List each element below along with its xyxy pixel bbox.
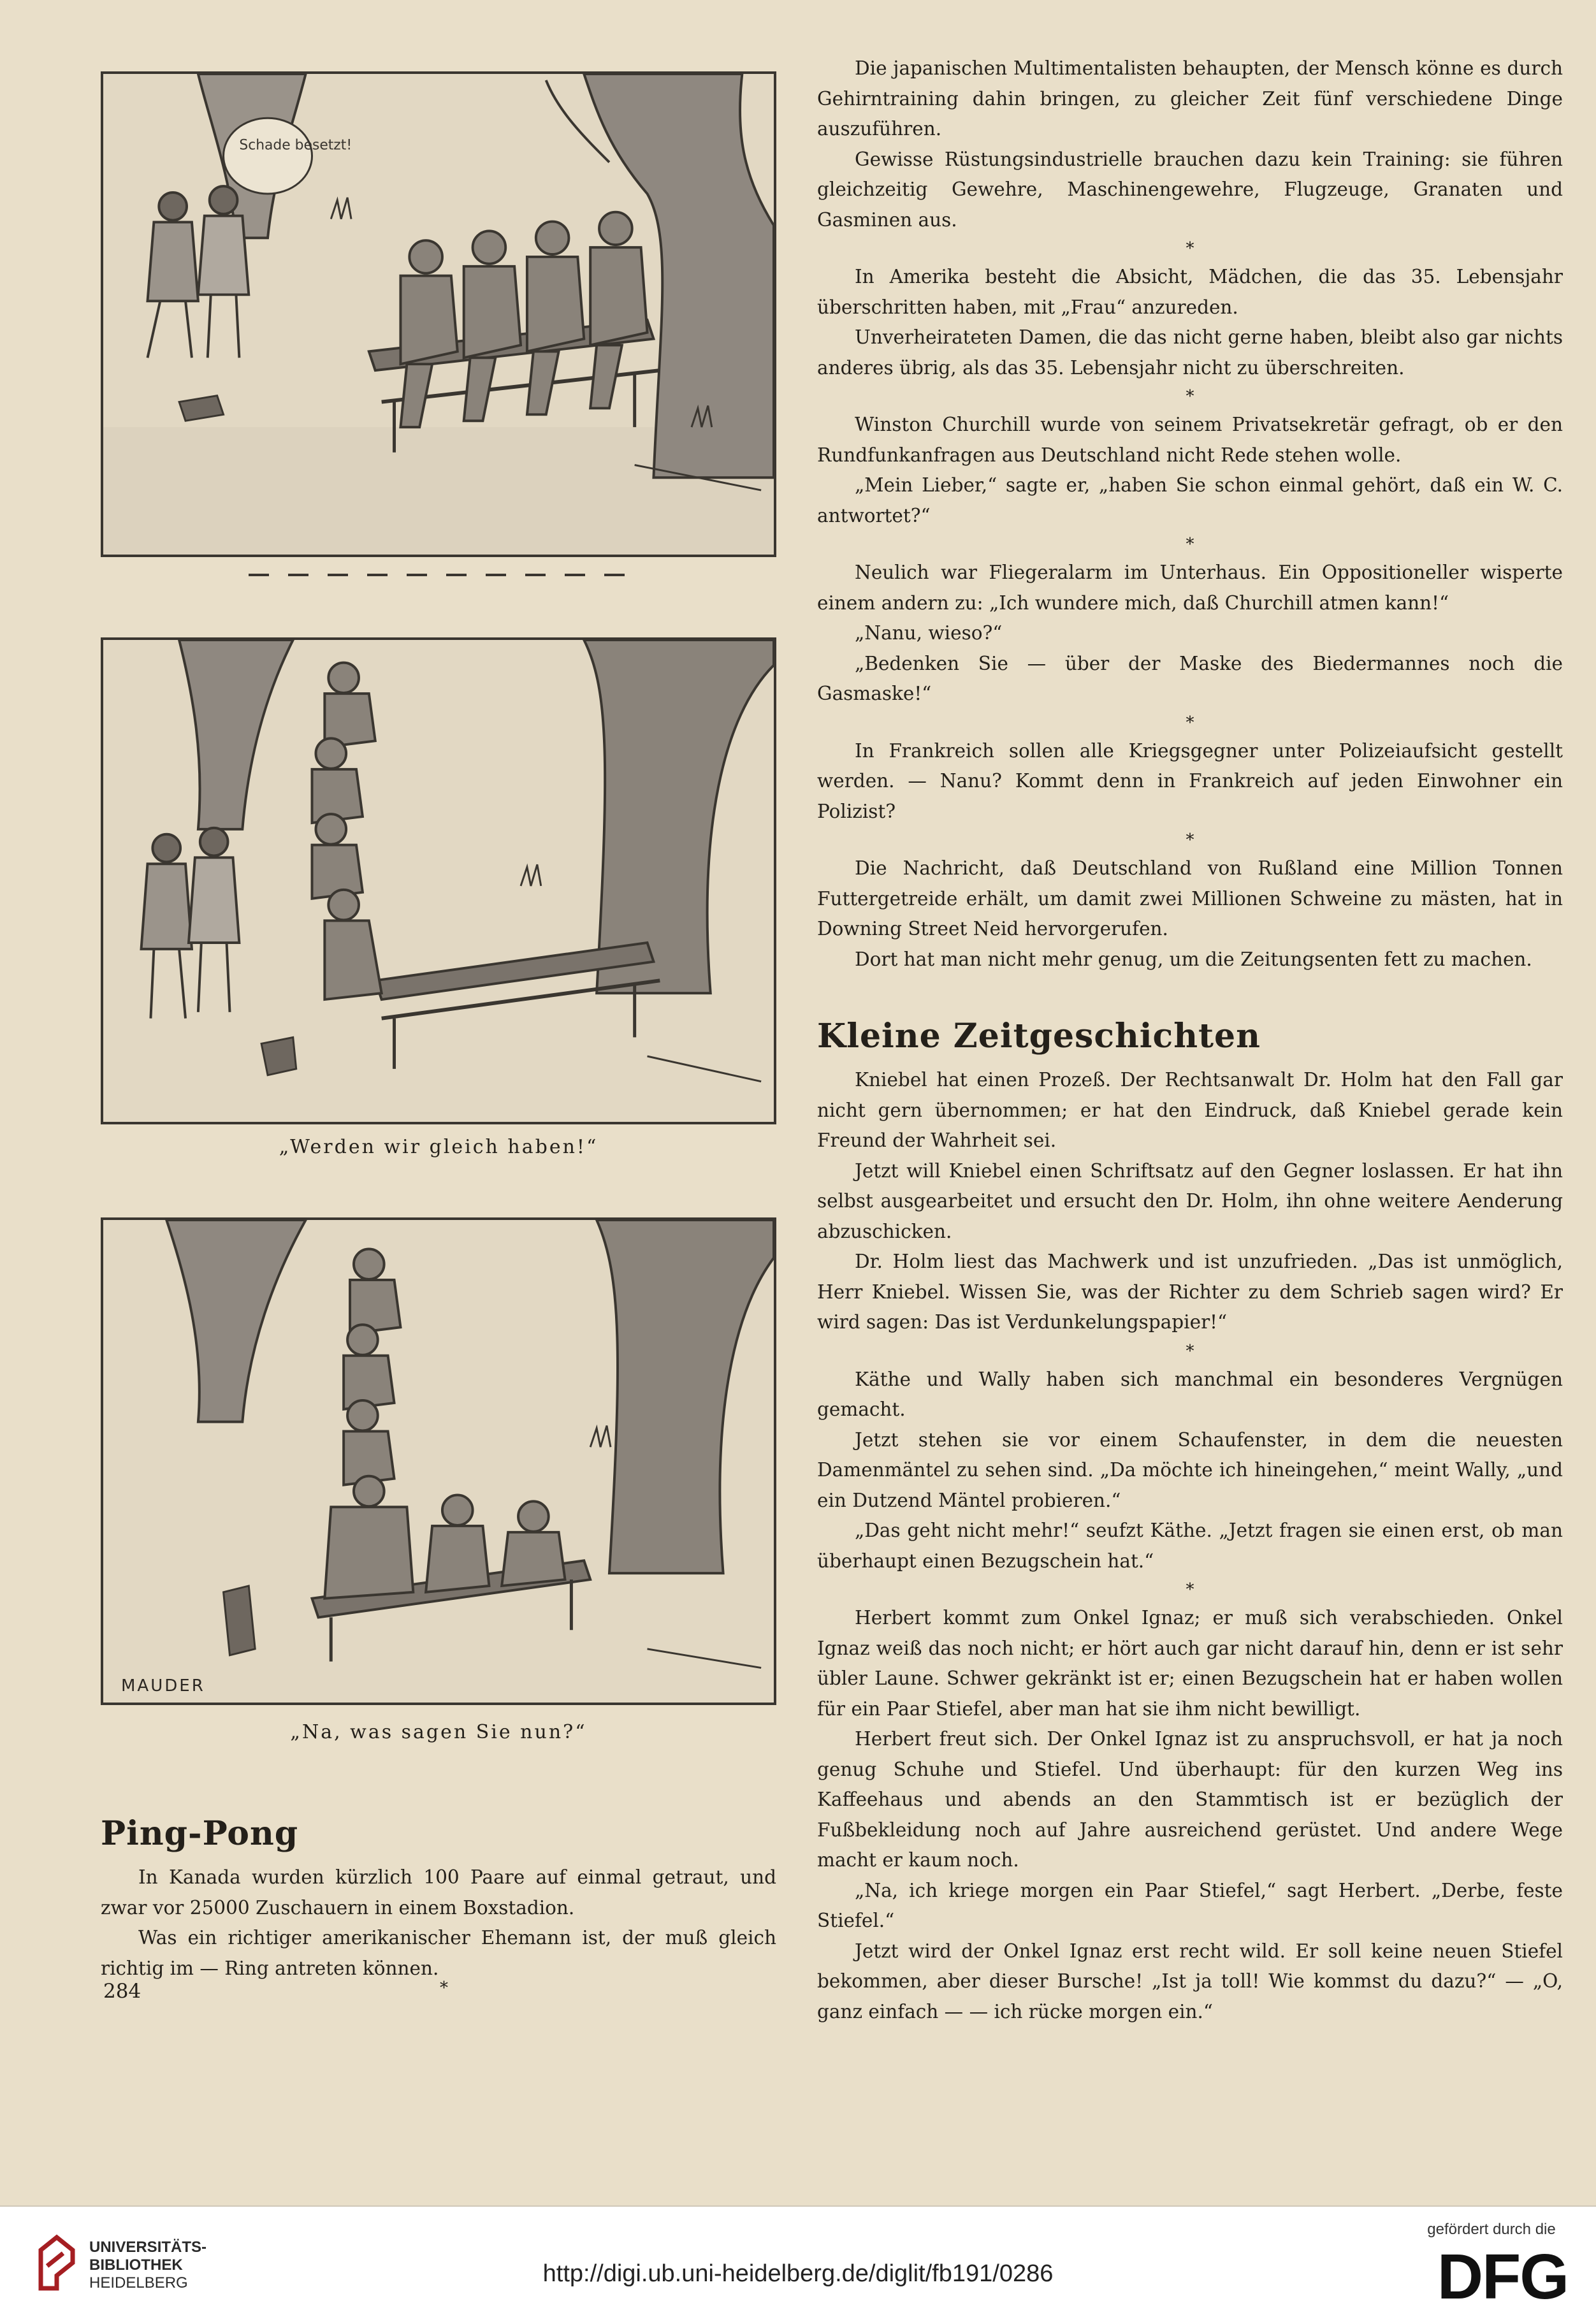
dashed-separator (249, 574, 644, 576)
section-star: * (1186, 713, 1194, 732)
paragraph: In Kanada wurden kürzlich 100 Paare auf einmal getraut, und zwar vor 25000 Zuschauern in einem Boxstadion. (101, 1866, 776, 1919)
section-star: * (1186, 1580, 1194, 1599)
cartoon-drawing-3 (103, 1220, 774, 1703)
permalink-url[interactable]: http://digi.ub.uni-heidelberg.de/diglit/fb191/0286 (542, 2260, 1054, 2287)
speech-bubble-text: Schade besetzt! (239, 137, 352, 154)
cartoon-drawing-1 (103, 74, 774, 555)
paragraph: Winston Churchill wurde von seinem Privatsekretär gefragt, ob er den Rundfunkanfragen aus Deutschland nicht Rede stehen wolle. (817, 414, 1563, 466)
page-number: 284 (103, 1980, 141, 2003)
section-star: * (1186, 831, 1194, 850)
cartoon-panel-1 (101, 71, 776, 557)
paragraph: In Amerika besteht die Absicht, Mädchen, die das 35. Lebensjahr überschritten haben, mit „Frau“ anzureden. (817, 266, 1563, 318)
right-text-column (817, 54, 1563, 2027)
section-heading-kleine-zeitgeschichten: Kleine Zeitgeschichten (817, 1017, 1261, 1056)
paragraph: Dort hat man nicht mehr genug, um die Zeitungsenten fett zu machen. (855, 948, 1532, 970)
paragraph: Kniebel hat einen Prozeß. Der Rechtsanwalt Dr. Holm hat den Fall gar nicht gern übernommen; er hat den Eindruck, daß Kniebel gerade kein Freund der Wahrheit sei. (817, 1069, 1563, 1151)
funded-by-text: gefördert durch die (1427, 2221, 1556, 2238)
paragraph: Neulich war Fliegeralarm im Unterhaus. Ein Oppositioneller wisperte einem andern zu: „Ich wundere mich, daß Churchill atmen kann!“ (817, 562, 1563, 614)
paragraph: „Na, ich kriege morgen ein Paar Stiefel,“ sagt Herbert. „Derbe, feste Stiefel.“ (817, 1879, 1563, 1931)
paragraph: In Frankreich sollen alle Kriegsgegner unter Polizeiaufsicht gestellt werden. — Nanu? Kommt denn in Frankreich auf jeden Einwohner ein Polizist? (817, 739, 1563, 822)
section-star: * (1186, 387, 1194, 406)
library-name-line3: HEIDELBERG (89, 2274, 188, 2291)
paragraph: „Nanu, wieso?“ (855, 622, 1003, 644)
paragraph: Jetzt will Kniebel einen Schriftsatz auf den Gegner loslassen. Er hat ihn selbst ausgearbeitet und ersucht den Dr. Holm, ihn ohne weitere Aenderung abzuschicken. (817, 1159, 1563, 1242)
paragraph: Jetzt wird der Onkel Ignaz erst recht wild. Er soll keine neuen Stiefel bekommen, aber dieser Bursche! „Ist ja toll! Wie kommst du dazu?“ — „O, ganz einfach — — ich rücke morgen ein.“ (817, 1940, 1563, 2023)
library-name-line1: UNIVERSITÄTS- (89, 2239, 207, 2256)
section-star: * (1186, 535, 1194, 554)
cartoon-drawing-2 (103, 640, 774, 1122)
cartoon-caption-2: „Werden wir gleich haben!“ (279, 1136, 598, 1158)
paragraph: Die Nachricht, daß Deutschland von Rußland eine Million Tonnen Futtergetreide erhält, um damit zwei Millionen Schweine zu mästen, hat in Downing Street Neid hervorgerufen. (817, 857, 1563, 940)
cartoon-panel-3 (101, 1217, 776, 1705)
paragraph: „Das geht nicht mehr!“ seufzt Käthe. „Jetzt fragen sie einen erst, ob man überhaupt einen Bezugschein hat.“ (817, 1520, 1563, 1572)
cartoon-panel-2 (101, 637, 776, 1124)
cartoon-caption-3: „Na, was sagen Sie nun?“ (290, 1721, 587, 1743)
dfg-logo: DFG (1437, 2241, 1568, 2313)
paragraph: Die japanischen Multimentalisten behaupten, der Mensch könne es durch Gehirntraining dahin bringen, zu gleicher Zeit fünf verschiedene Dinge auszuführen. (817, 57, 1563, 140)
paragraph: Herbert freut sich. Der Onkel Ignaz ist zu anspruchsvoll, er hat ja noch genug Schuhe und Stiefel. Und überhaupt: für den kurzen Weg ins Kaffeehaus und abends an den Stammtisch ist er bezüglich der Fußbekleidung noch auf Jahre ausreichend gerüstet. Und andere Wege macht er kaum noch. (817, 1728, 1563, 1871)
paragraph: Was ein richtiger amerikanischer Ehemann ist, der muß gleich richtig im — Ring antreten können. (101, 1927, 776, 1979)
section-star: * (1186, 239, 1194, 258)
paragraph: Unverheirateten Damen, die das nicht gerne haben, bleibt also gar nichts anderes übrig, als das 35. Lebensjahr nicht zu überschreiten. (817, 326, 1563, 379)
paragraph: Dr. Holm liest das Machwerk und ist unzufrieden. „Das ist unmöglich, Herr Kniebel. Wissen Sie, was der Richter zu dem Schrieb sagen wird? Er wird sagen: Das ist Verdunkelungspapier!“ (817, 1251, 1563, 1333)
page-star: * (440, 1979, 448, 1998)
paragraph: Käthe und Wally haben sich manchmal ein besonderes Vergnügen gemacht. (817, 1368, 1563, 1420)
paragraph: Herbert kommt zum Onkel Ignaz; er muß sich verabschieden. Onkel Ignaz weiß das noch nicht; er hört auch gar nicht darauf hin, denn er ist sehr übler Laune. Schwer gekränkt ist er; einen Bezugschein hat er haben wollen für ein Paar Stiefel, aber man hat sie ihm nicht bewilligt. (817, 1607, 1563, 1720)
library-name-line2: BIBLIOTHEK (89, 2256, 183, 2274)
paragraph: „Mein Lieber,“ sagte er, „haben Sie schon einmal gehört, daß ein W. C. antwortet?“ (817, 474, 1563, 527)
digitization-footer (0, 2205, 1596, 2324)
paragraph: Gewisse Rüstungsindustrielle brauchen dazu kein Training: sie führen gleichzeitig Gewehre, Maschinengewehre, Flugzeuge, Granaten und Gasminen aus. (817, 148, 1563, 231)
section-star: * (1186, 1341, 1194, 1361)
paragraph: „Bedenken Sie — über der Maske des Biedermannes noch die Gasmaske!“ (817, 652, 1563, 704)
artist-signature: MAUDER (121, 1676, 205, 1696)
left-text-column (101, 1805, 776, 1984)
paragraph: Jetzt stehen sie vor einem Schaufenster, in dem die neuesten Damenmäntel zu sehen sind. „Da möchte ich hineingehen,“ meint Wally, „und ein Dutzend Mäntel probieren.“ (817, 1428, 1563, 1511)
section-heading-ping-pong: Ping-Pong (101, 1814, 299, 1853)
